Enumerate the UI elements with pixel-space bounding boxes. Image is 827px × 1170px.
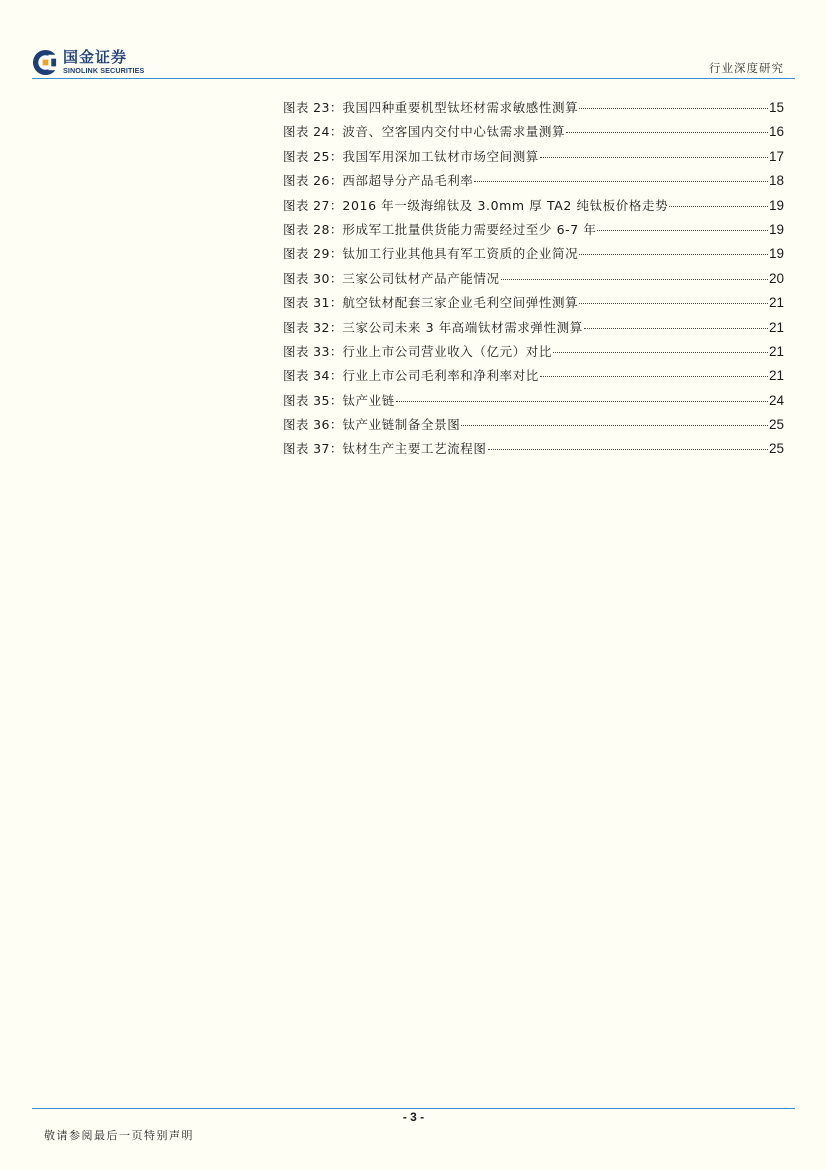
toc-entry[interactable] <box>283 196 784 220</box>
toc-leader-dots <box>488 449 768 450</box>
toc-entry-label: 图表 32 <box>283 319 330 335</box>
figure-table-of-contents <box>283 98 784 464</box>
toc-leader-dots <box>566 132 768 133</box>
logo-chinese-name: 国金证券 <box>63 47 128 66</box>
toc-entry[interactable] <box>283 391 784 415</box>
toc-entry[interactable] <box>283 318 784 342</box>
toc-entry-page: 19 <box>768 221 784 237</box>
toc-entry[interactable] <box>283 342 784 366</box>
toc-leader-dots <box>540 157 768 158</box>
toc-entry[interactable] <box>283 122 784 146</box>
toc-entry-colon: ： <box>329 392 343 408</box>
toc-entry-label: 图表 24 <box>283 124 330 140</box>
toc-entry-title: 钛材生产主要工艺流程图 <box>342 441 487 457</box>
toc-entry[interactable] <box>283 244 784 268</box>
toc-entry-title: 钛产业链制备全景图 <box>342 417 461 433</box>
toc-entry-page: 17 <box>768 148 784 164</box>
toc-entry-colon: ： <box>329 343 343 359</box>
toc-entry-label: 图表 26 <box>283 173 330 189</box>
toc-entry-title: 行业上市公司营业收入（亿元）对比 <box>342 343 553 359</box>
toc-entry-page: 18 <box>768 173 784 189</box>
toc-leader-dots <box>501 279 768 280</box>
toc-entry-colon: ： <box>329 295 343 311</box>
toc-entry-label: 图表 31 <box>283 295 330 311</box>
toc-entry-label: 图表 34 <box>283 368 330 384</box>
toc-leader-dots <box>461 425 768 426</box>
header-divider <box>32 78 795 79</box>
toc-entry-label: 图表 36 <box>283 417 330 433</box>
toc-entry-label: 图表 27 <box>283 197 330 213</box>
toc-entry[interactable] <box>283 98 784 122</box>
toc-entry-label: 图表 25 <box>283 148 330 164</box>
toc-entry-colon: ： <box>329 173 343 189</box>
toc-entry-colon: ： <box>329 100 343 115</box>
toc-leader-dots <box>669 206 768 207</box>
toc-entry-page: 19 <box>768 197 784 213</box>
toc-entry-title: 三家公司钛材产品产能情况 <box>342 270 500 286</box>
toc-entry-label: 图表 37 <box>283 441 330 457</box>
toc-entry-label: 图表 23 <box>283 100 330 115</box>
toc-leader-dots <box>579 254 768 255</box>
page-header <box>0 0 827 80</box>
sinolink-logo-icon <box>32 49 59 76</box>
toc-entry[interactable] <box>283 366 784 390</box>
toc-entry-label: 图表 33 <box>283 343 330 359</box>
toc-entry-page: 21 <box>768 295 784 311</box>
toc-entry-colon: ： <box>329 319 343 335</box>
footer-divider <box>32 1108 795 1109</box>
toc-entry-colon: ： <box>329 417 343 433</box>
toc-leader-dots <box>540 376 768 377</box>
toc-entry-title: 我国军用深加工钛材市场空间测算 <box>342 148 539 164</box>
toc-entry-page: 21 <box>768 368 784 384</box>
toc-leader-dots <box>579 303 768 304</box>
toc-entry-title: 我国四种重要机型钛坯材需求敏感性测算 <box>342 100 579 115</box>
toc-leader-dots <box>579 108 768 109</box>
toc-entry[interactable] <box>283 439 784 463</box>
toc-entry-page: 21 <box>768 343 784 359</box>
toc-entry[interactable] <box>283 269 784 293</box>
toc-entry-colon: ： <box>329 124 343 140</box>
toc-entry-title: 航空钛材配套三家企业毛利空间弹性测算 <box>342 295 579 311</box>
toc-entry-label: 图表 28 <box>283 221 330 237</box>
company-logo <box>32 46 144 78</box>
toc-entry-title: 行业上市公司毛利率和净利率对比 <box>342 368 539 384</box>
toc-entry-title: 三家公司未来 3 年高端钛材需求弹性测算 <box>342 319 583 335</box>
toc-entry-colon: ： <box>329 221 343 237</box>
toc-entry-page: 24 <box>768 392 784 408</box>
toc-entry[interactable] <box>283 171 784 195</box>
toc-leader-dots <box>584 328 768 329</box>
toc-entry-colon: ： <box>329 197 343 213</box>
toc-leader-dots <box>474 181 768 182</box>
toc-entry-colon: ： <box>329 270 343 286</box>
toc-leader-dots <box>553 352 768 353</box>
toc-entry[interactable] <box>283 293 784 317</box>
toc-entry-page: 25 <box>768 417 784 433</box>
toc-entry-label: 图表 29 <box>283 246 330 262</box>
toc-entry-title: 钛产业链 <box>342 392 395 408</box>
page-number: - 3 - <box>402 1110 425 1124</box>
disclaimer-note: 敬请参阅最后一页特别声明 <box>44 1129 194 1142</box>
toc-entry[interactable] <box>283 220 784 244</box>
toc-entry-page: 25 <box>768 441 784 457</box>
toc-entry-title: 形成军工批量供货能力需要经过至少 6-7 年 <box>342 221 597 237</box>
toc-entry-page: 19 <box>768 246 784 262</box>
toc-entry-title: 2016 年一级海绵钛及 3.0mm 厚 TA2 纯钛板价格走势 <box>342 197 669 213</box>
report-type: 行业深度研究 <box>709 61 784 75</box>
toc-entry-title: 波音、空客国内交付中心钛需求量测算 <box>342 124 566 140</box>
toc-entry[interactable] <box>283 147 784 171</box>
toc-entry-title: 钛加工行业其他具有军工资质的企业简况 <box>342 246 579 262</box>
toc-entry-colon: ： <box>329 148 343 164</box>
toc-entry-label: 图表 35 <box>283 392 330 408</box>
toc-entry-page: 21 <box>768 319 784 335</box>
toc-leader-dots <box>597 230 767 231</box>
toc-entry-page: 16 <box>768 124 784 140</box>
toc-entry-page: 20 <box>768 270 784 286</box>
toc-entry[interactable] <box>283 415 784 439</box>
toc-entry-colon: ： <box>329 246 343 262</box>
toc-entry-label: 图表 30 <box>283 270 330 286</box>
logo-english-name: SINOLINK SECURITIES <box>63 65 145 75</box>
toc-entry-colon: ： <box>329 368 343 384</box>
toc-entry-colon: ： <box>329 441 343 457</box>
toc-entry-title: 西部超导分产品毛利率 <box>342 173 474 189</box>
toc-leader-dots <box>396 401 768 402</box>
toc-entry-page: 15 <box>768 100 784 115</box>
